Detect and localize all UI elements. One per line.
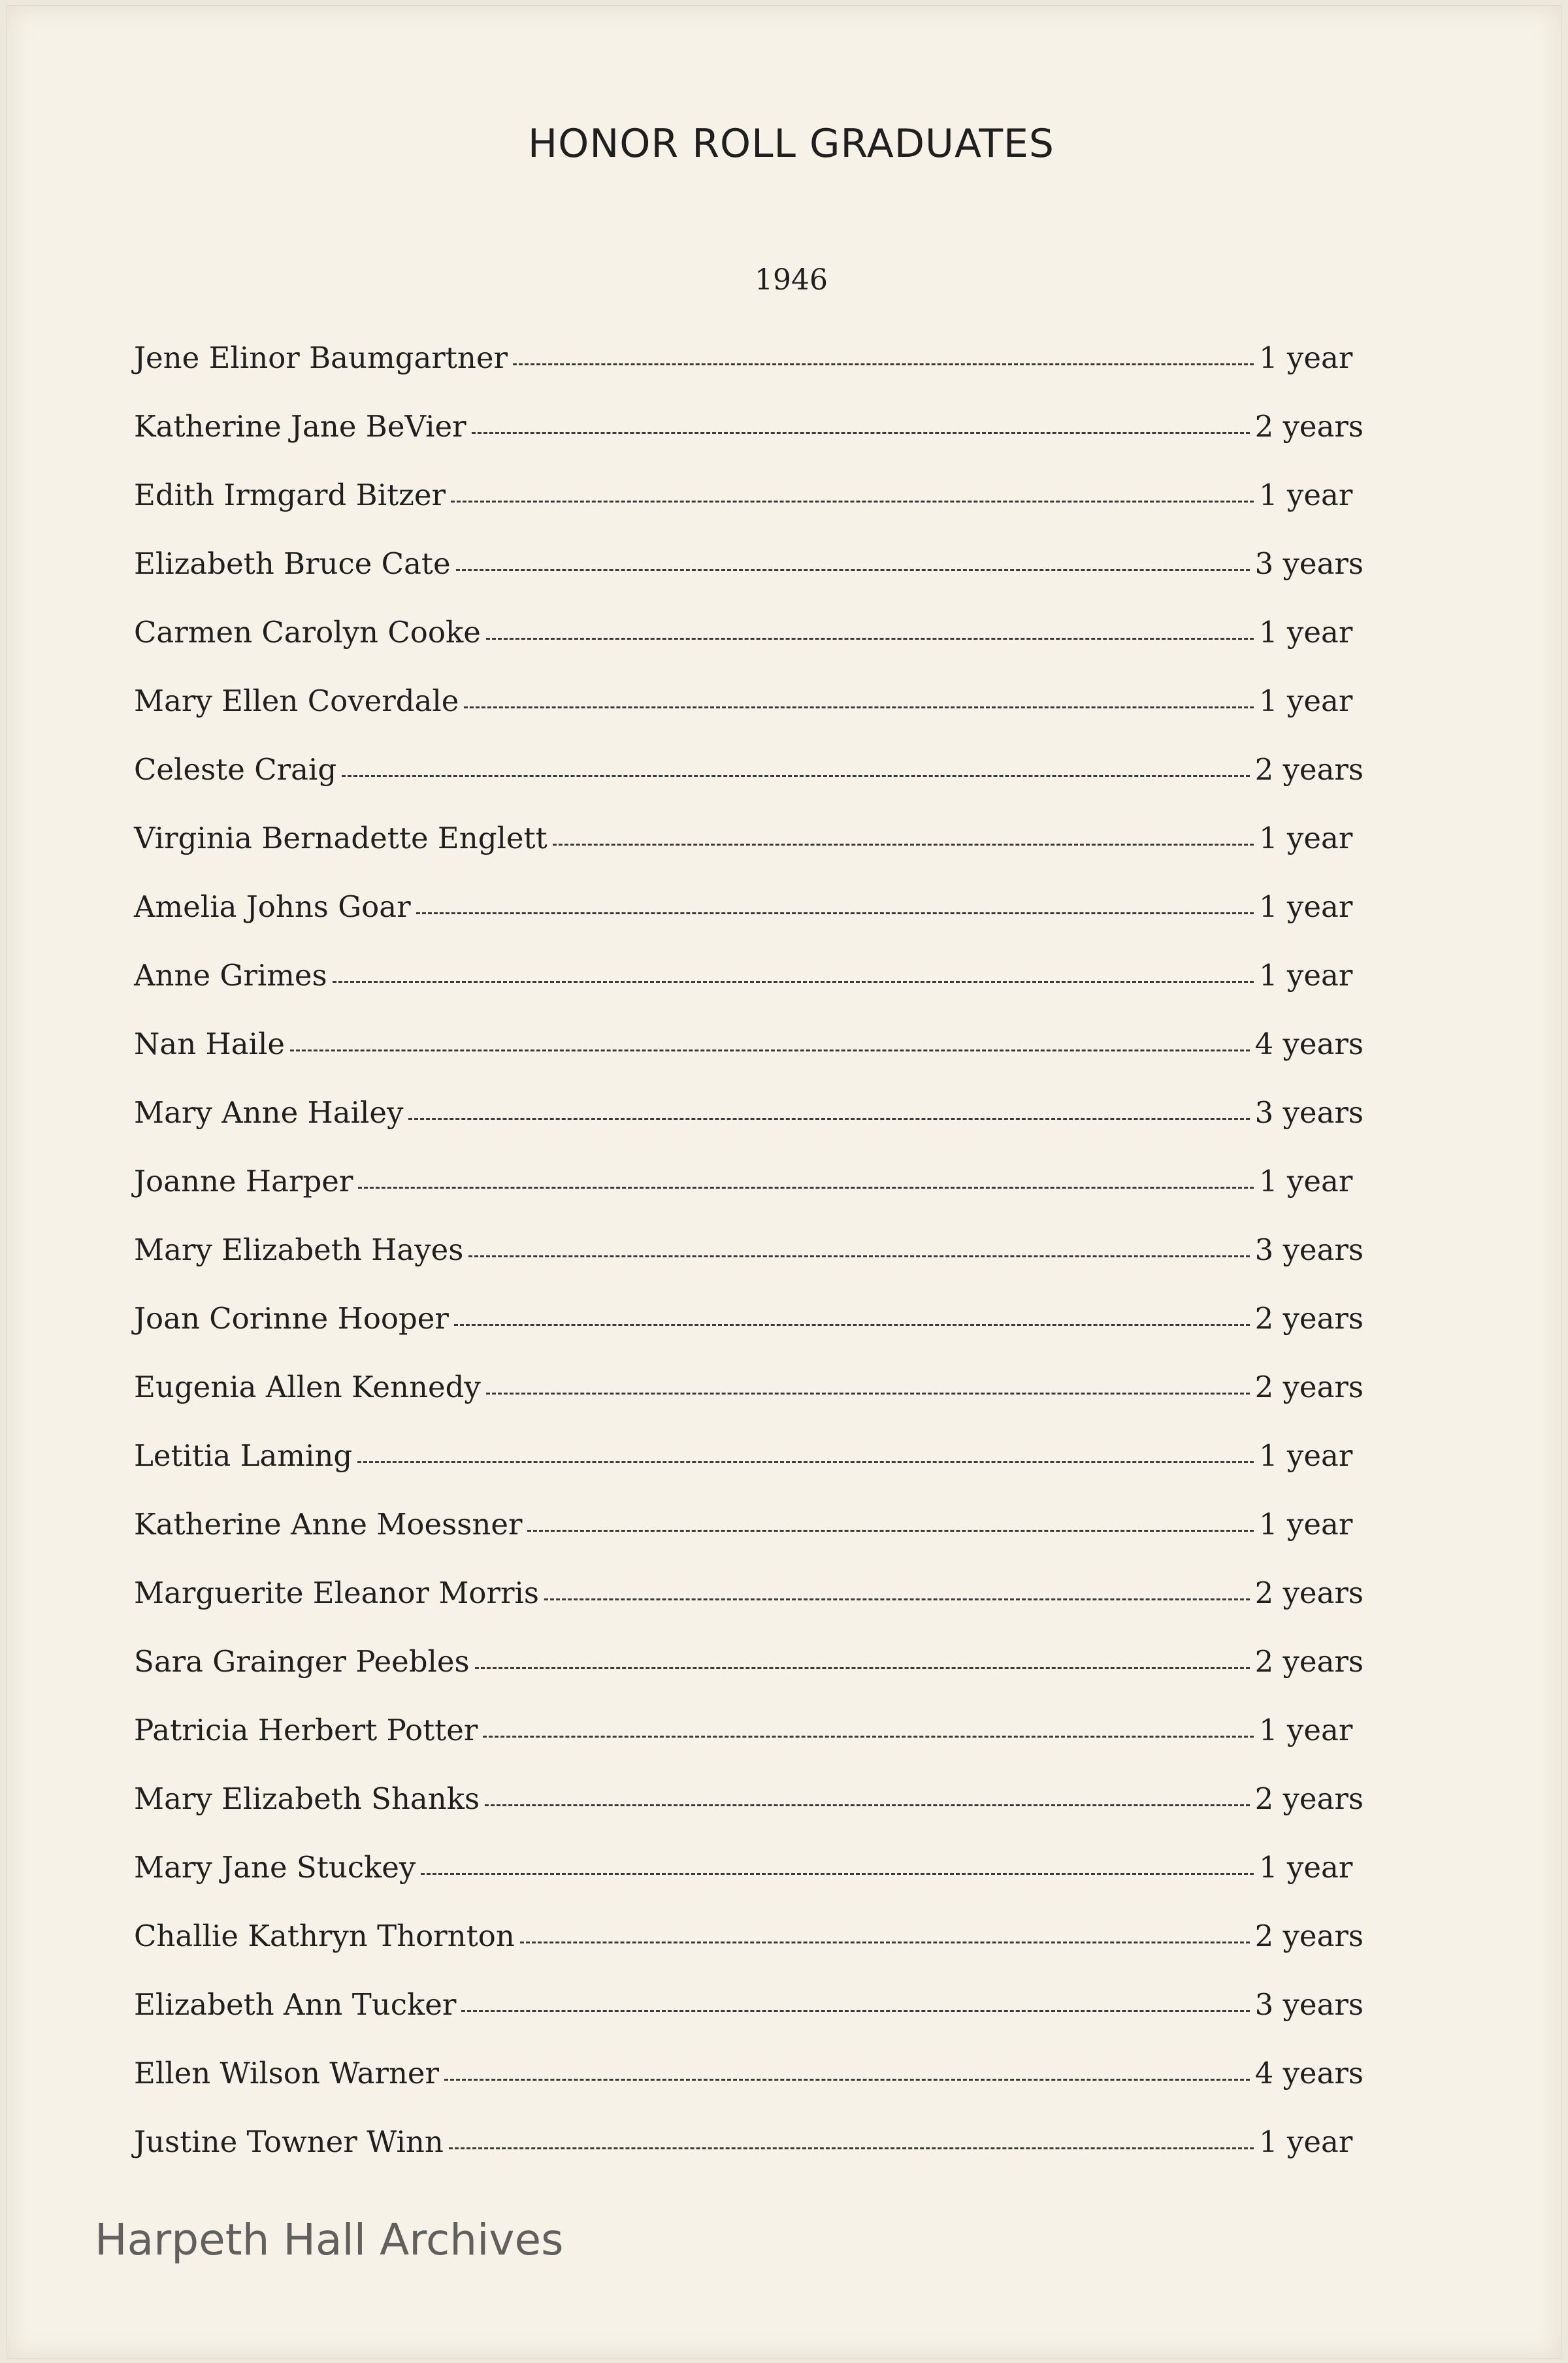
list-item bbox=[134, 1781, 1364, 1850]
dot-leader bbox=[485, 1804, 1249, 1806]
graduate-name: Patricia Herbert Potter bbox=[134, 1713, 478, 1747]
graduate-name: Joan Corinne Hooper bbox=[134, 1301, 449, 1336]
attendance-duration: 1 year bbox=[1259, 340, 1353, 375]
list-item bbox=[134, 1507, 1364, 1576]
list-item bbox=[134, 958, 1364, 1027]
list-item bbox=[134, 1850, 1364, 1919]
archive-watermark: Harpeth Hall Archives bbox=[95, 2215, 564, 2265]
dot-leader bbox=[444, 2079, 1250, 2081]
list-item bbox=[134, 1713, 1364, 1781]
dot-leader bbox=[456, 569, 1250, 571]
class-year-heading: 1946 bbox=[755, 263, 828, 297]
dot-leader bbox=[342, 775, 1249, 777]
attendance-duration: 4 years bbox=[1254, 2056, 1364, 2090]
list-item bbox=[134, 1919, 1364, 1987]
dot-leader bbox=[483, 1736, 1254, 1738]
attendance-duration: 2 years bbox=[1254, 1781, 1364, 1816]
dot-leader bbox=[454, 1324, 1250, 1326]
graduate-name: Jene Elinor Baumgartner bbox=[134, 340, 508, 375]
list-item bbox=[134, 615, 1364, 684]
list-item bbox=[134, 1027, 1364, 1095]
dot-leader bbox=[475, 1667, 1250, 1669]
graduate-name: Ellen Wilson Warner bbox=[134, 2056, 440, 2090]
list-item bbox=[134, 1232, 1364, 1301]
graduate-name: Mary Elizabeth Hayes bbox=[134, 1232, 464, 1267]
dot-leader bbox=[527, 1530, 1254, 1532]
list-item bbox=[134, 1576, 1364, 1644]
graduate-name: Celeste Craig bbox=[134, 752, 337, 787]
attendance-duration: 1 year bbox=[1259, 1164, 1353, 1198]
list-item bbox=[134, 1370, 1364, 1438]
graduate-name: Letitia Laming bbox=[134, 1438, 353, 1473]
graduate-name: Elizabeth Ann Tucker bbox=[134, 1987, 457, 2022]
attendance-duration: 1 year bbox=[1259, 1507, 1353, 1542]
graduate-name: Justine Towner Winn bbox=[134, 2124, 444, 2159]
list-item bbox=[134, 409, 1364, 478]
honor-roll-list bbox=[134, 340, 1364, 2193]
attendance-duration: 4 years bbox=[1254, 1027, 1364, 1061]
attendance-duration: 1 year bbox=[1259, 478, 1353, 512]
attendance-duration: 3 years bbox=[1254, 1232, 1364, 1267]
dot-leader bbox=[408, 1118, 1249, 1120]
graduate-name: Mary Ellen Coverdale bbox=[134, 684, 459, 718]
graduate-name: Mary Anne Hailey bbox=[134, 1095, 404, 1130]
list-item bbox=[134, 2056, 1364, 2124]
list-item bbox=[134, 1164, 1364, 1232]
graduate-name: Eugenia Allen Kennedy bbox=[134, 1370, 481, 1404]
graduate-name: Challie Kathryn Thornton bbox=[134, 1919, 515, 1953]
dot-leader bbox=[553, 844, 1254, 846]
attendance-duration: 3 years bbox=[1254, 1095, 1364, 1130]
list-item bbox=[134, 478, 1364, 546]
dot-leader bbox=[513, 363, 1254, 365]
graduate-name: Nan Haile bbox=[134, 1027, 285, 1061]
dot-leader bbox=[358, 1187, 1254, 1189]
graduate-name: Amelia Johns Goar bbox=[134, 889, 411, 924]
graduate-name: Katherine Jane BeVier bbox=[134, 409, 466, 444]
attendance-duration: 1 year bbox=[1259, 1438, 1353, 1473]
attendance-duration: 2 years bbox=[1254, 409, 1364, 444]
list-item bbox=[134, 340, 1364, 409]
dot-leader bbox=[464, 706, 1254, 708]
dot-leader bbox=[290, 1049, 1250, 1051]
list-item bbox=[134, 821, 1364, 889]
graduate-name: Marguerite Eleanor Morris bbox=[134, 1576, 540, 1610]
attendance-duration: 1 year bbox=[1259, 2124, 1353, 2159]
attendance-duration: 2 years bbox=[1254, 1301, 1364, 1336]
attendance-duration: 2 years bbox=[1254, 1576, 1364, 1610]
document-page bbox=[7, 5, 1561, 2359]
dot-leader bbox=[449, 2147, 1254, 2149]
dot-leader bbox=[451, 501, 1254, 503]
attendance-duration: 1 year bbox=[1259, 615, 1353, 650]
attendance-duration: 1 year bbox=[1259, 889, 1353, 924]
dot-leader bbox=[461, 2010, 1249, 2012]
attendance-duration: 3 years bbox=[1254, 1987, 1364, 2022]
dot-leader bbox=[544, 1598, 1250, 1600]
list-item bbox=[134, 546, 1364, 615]
list-item bbox=[134, 752, 1364, 821]
attendance-duration: 1 year bbox=[1259, 684, 1353, 718]
graduate-name: Mary Jane Stuckey bbox=[134, 1850, 416, 1885]
graduate-name: Joanne Harper bbox=[134, 1164, 353, 1198]
list-item bbox=[134, 889, 1364, 958]
attendance-duration: 2 years bbox=[1254, 1370, 1364, 1404]
list-item bbox=[134, 684, 1364, 752]
list-item bbox=[134, 1301, 1364, 1370]
dot-leader bbox=[486, 638, 1254, 640]
attendance-duration: 2 years bbox=[1254, 1919, 1364, 1953]
dot-leader bbox=[357, 1461, 1254, 1463]
graduate-name: Sara Grainger Peebles bbox=[134, 1644, 470, 1679]
graduate-name: Carmen Carolyn Cooke bbox=[134, 615, 481, 650]
attendance-duration: 1 year bbox=[1259, 958, 1353, 993]
attendance-duration: 2 years bbox=[1254, 1644, 1364, 1679]
page-title: HONOR ROLL GRADUATES bbox=[527, 121, 1054, 167]
graduate-name: Katherine Anne Moessner bbox=[134, 1507, 523, 1542]
dot-leader bbox=[486, 1393, 1250, 1395]
list-item bbox=[134, 2124, 1364, 2193]
dot-leader bbox=[333, 981, 1254, 983]
graduate-name: Virginia Bernadette Englett bbox=[134, 821, 547, 855]
dot-leader bbox=[421, 1873, 1254, 1875]
graduate-name: Elizabeth Bruce Cate bbox=[134, 546, 451, 581]
attendance-duration: 1 year bbox=[1259, 1850, 1353, 1885]
dot-leader bbox=[520, 1942, 1250, 1943]
list-item bbox=[134, 1987, 1364, 2056]
list-item bbox=[134, 1438, 1364, 1507]
graduate-name: Anne Grimes bbox=[134, 958, 327, 993]
list-item bbox=[134, 1095, 1364, 1164]
attendance-duration: 1 year bbox=[1259, 821, 1353, 855]
attendance-duration: 2 years bbox=[1254, 752, 1364, 787]
list-item bbox=[134, 1644, 1364, 1713]
dot-leader bbox=[472, 432, 1250, 434]
graduate-name: Mary Elizabeth Shanks bbox=[134, 1781, 480, 1816]
attendance-duration: 3 years bbox=[1254, 546, 1364, 581]
dot-leader bbox=[468, 1255, 1249, 1257]
graduate-name: Edith Irmgard Bitzer bbox=[134, 478, 446, 512]
attendance-duration: 1 year bbox=[1259, 1713, 1353, 1747]
dot-leader bbox=[416, 912, 1254, 914]
